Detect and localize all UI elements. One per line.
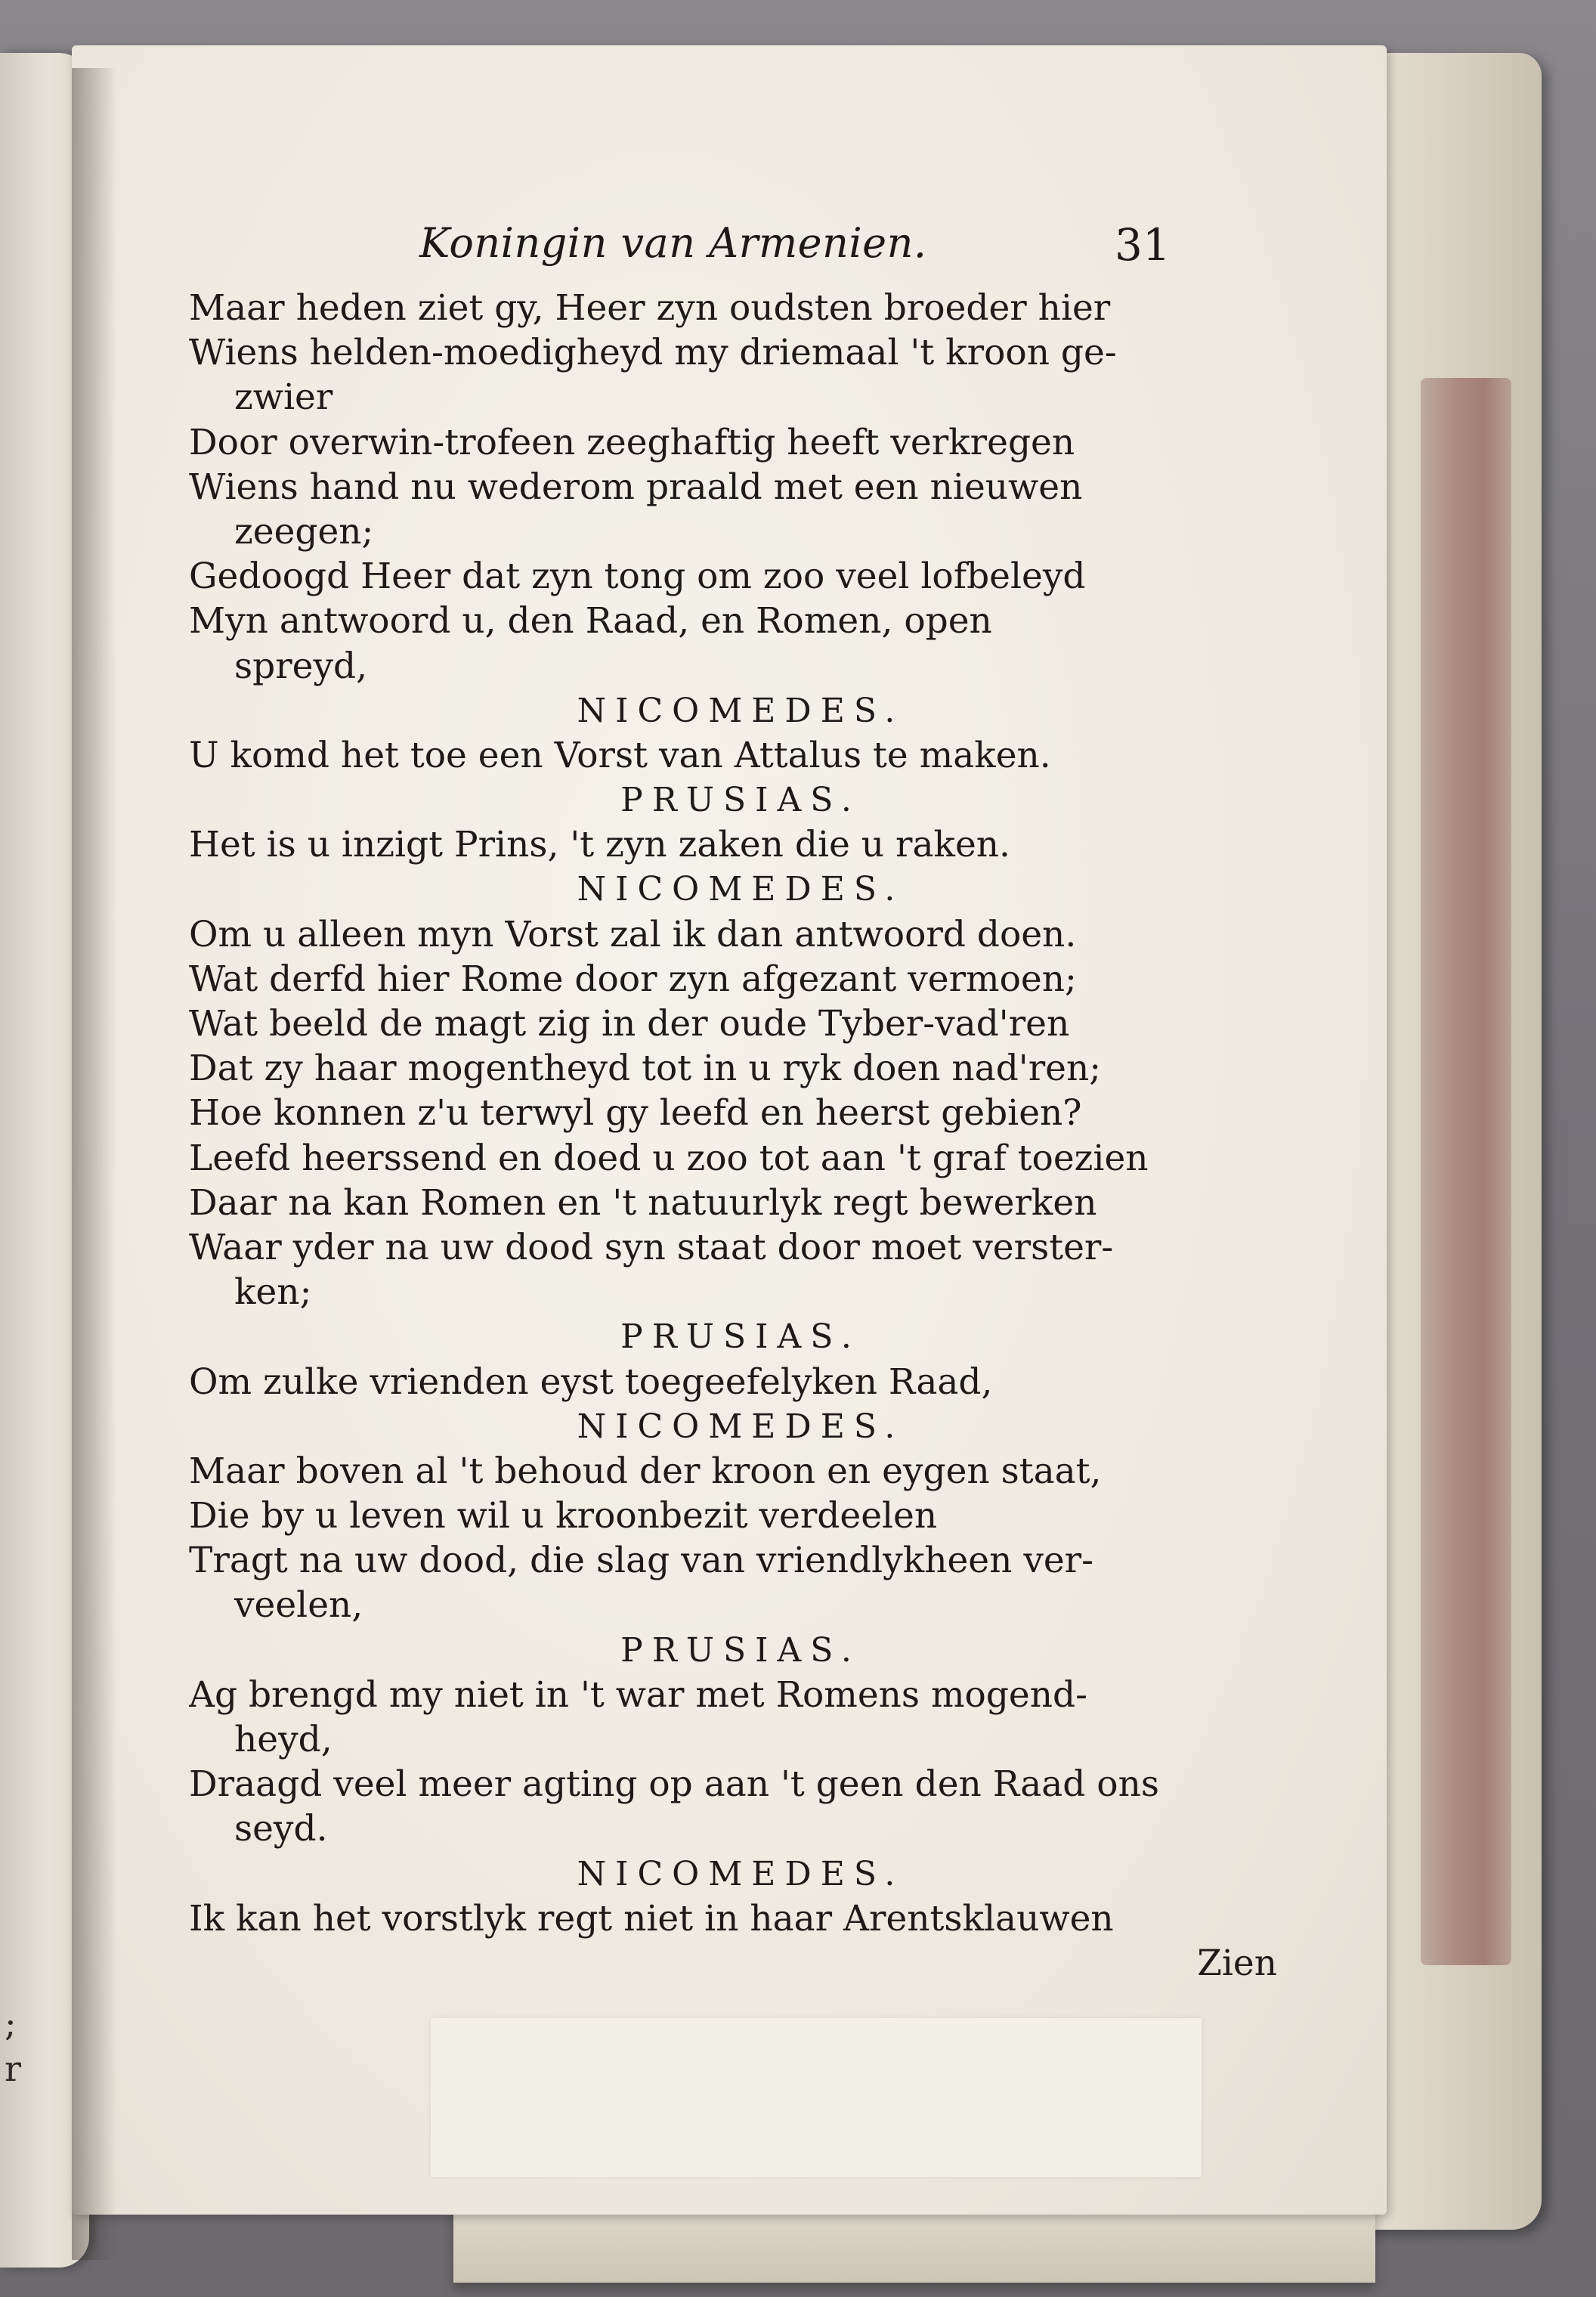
verse-line: Wiens hand nu wederom praald met een nieuwen: [189, 466, 1083, 508]
speaker-name: NICOMEDES.: [577, 691, 905, 730]
verse-continuation: zeegen;: [234, 510, 374, 553]
verse-line: Tragt na uw dood, die slag van vriendlykheen ver-: [189, 1540, 1094, 1582]
left-page-mark: r: [5, 2048, 21, 2089]
verse-line: Door overwin-trofeen zeeghaftig heeft verkregen: [189, 421, 1075, 463]
speaker-name: PRUSIAS.: [620, 1630, 861, 1670]
verse-line: Hoe konnen z'u terwyl gy leefd en heerst gebien?: [189, 1092, 1082, 1135]
verse-line: Om zulke vrienden eyst toegeefelyken Raad,: [189, 1361, 993, 1403]
speaker-name: NICOMEDES.: [577, 1407, 905, 1446]
verse-line: Leefd heerssend en doed u zoo tot aan 't graf toezien: [189, 1137, 1149, 1179]
binding-edge: [1421, 378, 1511, 1965]
verse-continuation: heyd,: [234, 1719, 332, 1760]
verse-line: Om u alleen myn Vorst zal ik dan antwoord doen.: [189, 913, 1077, 955]
page-number: 31: [1115, 219, 1171, 271]
verse-line: Daar na kan Romen en 't natuurlyk regt bewerken: [189, 1181, 1097, 1224]
book-page: [72, 45, 1387, 2215]
verse-continuation: spreyd,: [234, 645, 368, 687]
verse-line: Myn antwoord u, den Raad, en Romen, open: [189, 600, 992, 642]
speaker-name: PRUSIAS.: [620, 781, 861, 820]
verse-line: U komd het toe een Vorst van Attalus te maken.: [189, 734, 1051, 776]
verse-line: Wiens helden-moedigheyd my driemaal 't kroon ge-: [189, 332, 1117, 374]
verse-line: Draagd veel meer agting op aan 't geen den Raad ons: [189, 1763, 1159, 1806]
verse-line: Die by u leven wil u kroonbezit verdeelen: [189, 1495, 938, 1537]
verse-line: Gedoogd Heer dat zyn tong om zoo veel lofbeleyd: [189, 556, 1086, 598]
speaker-name: NICOMEDES.: [577, 1854, 905, 1893]
verse-continuation: ken;: [234, 1271, 312, 1314]
verse-continuation: seyd.: [234, 1808, 328, 1850]
left-page-mark: ;: [5, 2003, 17, 2044]
verse-line: Ag brengd my niet in 't war met Romens mogend-: [189, 1673, 1087, 1716]
verse-continuation: veelen,: [234, 1584, 363, 1627]
verse-text: [189, 286, 1292, 1986]
paper-patch: [431, 2018, 1202, 2177]
verse-line: Dat zy haar mogentheyd tot in u ryk doen nad'ren;: [189, 1048, 1102, 1090]
running-head: Koningin van Armenien.: [419, 219, 927, 267]
gutter-shadow: [72, 68, 117, 2260]
verse-line: Wat beeld de magt zig in der oude Tyber-vad'ren: [189, 1003, 1070, 1045]
verse-line: Maar heden ziet gy, Heer zyn oudsten broeder hier: [189, 287, 1111, 329]
speaker-name: NICOMEDES.: [577, 870, 905, 909]
verse-line: Wat derfd hier Rome door zyn afgezant vermoen;: [189, 958, 1077, 1000]
verse-line: Maar boven al 't behoud der kroon en eygen staat,: [189, 1450, 1102, 1492]
speaker-name: PRUSIAS.: [620, 1317, 861, 1357]
verse-line: Ik kan het vorstlyk regt niet in haar Arentsklauwen: [189, 1897, 1114, 1939]
verse-line: Het is u inzigt Prins, 't zyn zaken die u raken.: [189, 824, 1010, 866]
verse-line: Waar yder na uw dood syn staat door moet verster-: [189, 1226, 1114, 1268]
verse-continuation: zwier: [234, 376, 333, 419]
catchword: Zien: [1197, 1942, 1277, 1984]
